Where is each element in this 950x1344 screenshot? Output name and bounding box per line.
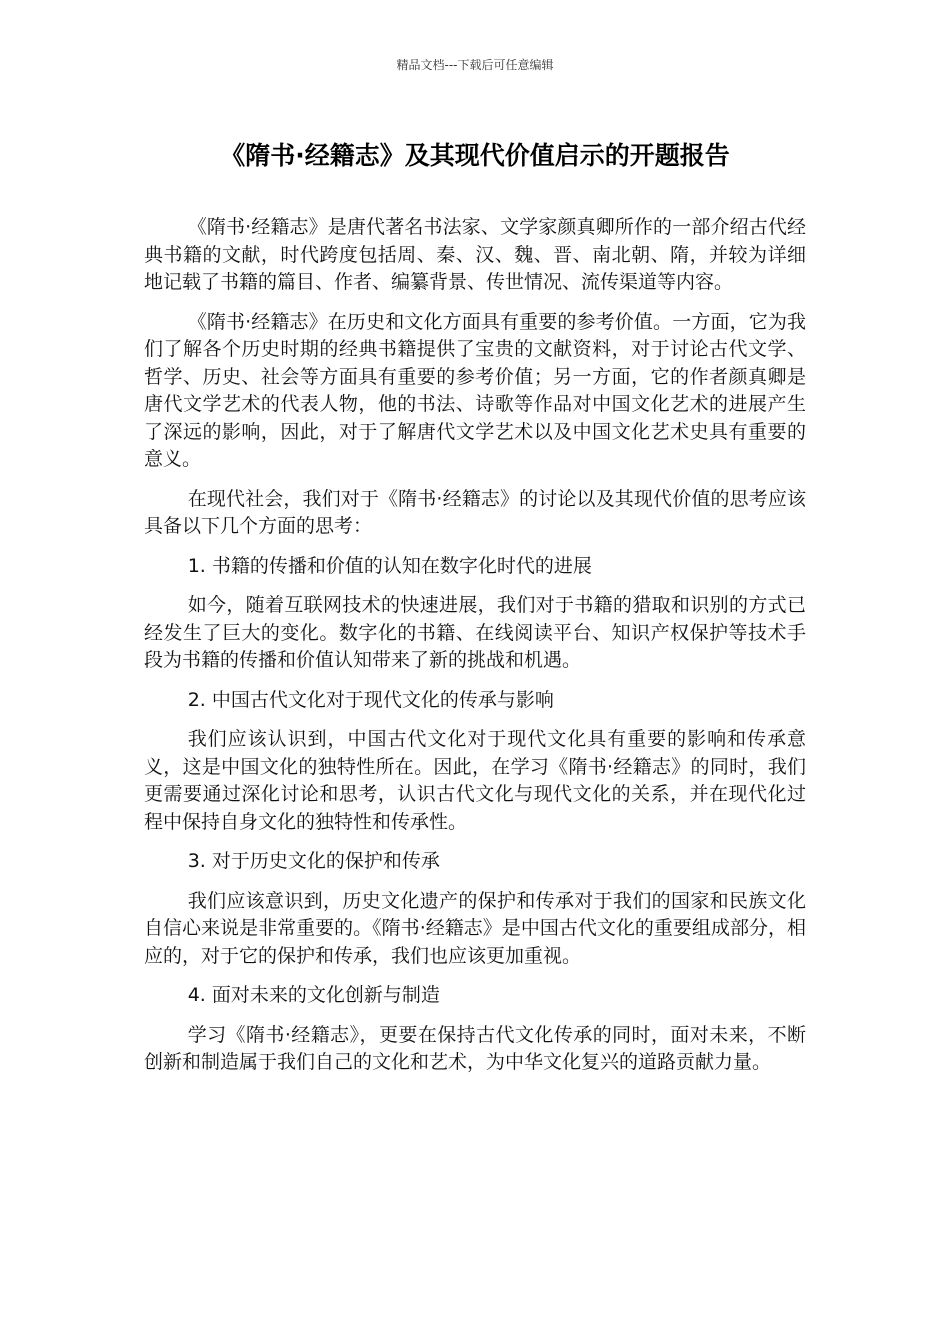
paragraph-intro: 《隋书·经籍志》是唐代著名书法家、文学家颜真卿所作的一部介绍古代经典书籍的文献，时代跨度包括周、秦、汉、魏、晋、南北朝、隋，并较为详细地记载了书籍的篇目、作者、编纂背景、传世情况、流传渠道等内容。 <box>144 216 806 293</box>
section-heading-4: 4. 面对未来的文化创新与制造 <box>187 984 440 1006</box>
section-paragraph-4: 学习《隋书·经籍志》，更要在保持古代文化传承的同时，面对未来，不断创新和制造属于我们自己的文化和艺术，为中华文化复兴的道路贡献力量。 <box>144 1023 806 1073</box>
paragraph-modern: 在现代社会，我们对于《隋书·经籍志》的讨论以及其现代价值的思考应该具备以下几个方面的思考： <box>144 487 806 537</box>
section-heading-3: 3. 对于历史文化的保护和传承 <box>187 850 440 872</box>
section-heading-1: 1. 书籍的传播和价值的认知在数字化时代的进展 <box>187 554 592 577</box>
section-paragraph-1: 如今，随着互联网技术的快速进展，我们对于书籍的猎取和识别的方式已经发生了巨大的变化。数字化的书籍、在线阅读平台、知识产权保护等技术手段为书籍的传播和价值认知带来了新的挑战和机遇。 <box>144 594 806 671</box>
header-note: 精品文档---下载后可任意编辑 <box>396 58 554 72</box>
document-title: 《隋书·经籍志》及其现代价值启示的开题报告 <box>220 141 730 170</box>
section-paragraph-3: 我们应该意识到，历史文化遗产的保护和传承对于我们的国家和民族文化自信心来说是非常重要的。《隋书·经籍志》是中国古代文化的重要组成部分，相应的，对于它的保护和传承，我们也应该更加重视。 <box>144 889 806 967</box>
section-heading-2: 2. 中国古代文化对于现代文化的传承与影响 <box>187 688 554 711</box>
document-body <box>144 214 806 1089</box>
paragraph-value: 《隋书·经籍志》在历史和文化方面具有重要的参考价值。一方面，它为我们了解各个历史时期的经典书籍提供了宝贵的文献资料，对于讨论古代文学、哲学、历史、社会等方面具有重要的参考价值；另一方面，它的作者颜真卿是唐代文学艺术的代表人物，他的书法、诗歌等作品对中国文化艺术的进展产生了深远的影响，因此，对于了解唐代文学艺术以及中国文化艺术史具有重要的意义。 <box>144 310 806 470</box>
section-paragraph-2: 我们应该认识到，中国古代文化对于现代文化具有重要的影响和传承意义，这是中国文化的独特性所在。因此，在学习《隋书·经籍志》的同时，我们更需要通过深化讨论和思考，认识古代文化与现代文化的关系，并在现代化过程中保持自身文化的独特性和传承性。 <box>144 728 806 833</box>
